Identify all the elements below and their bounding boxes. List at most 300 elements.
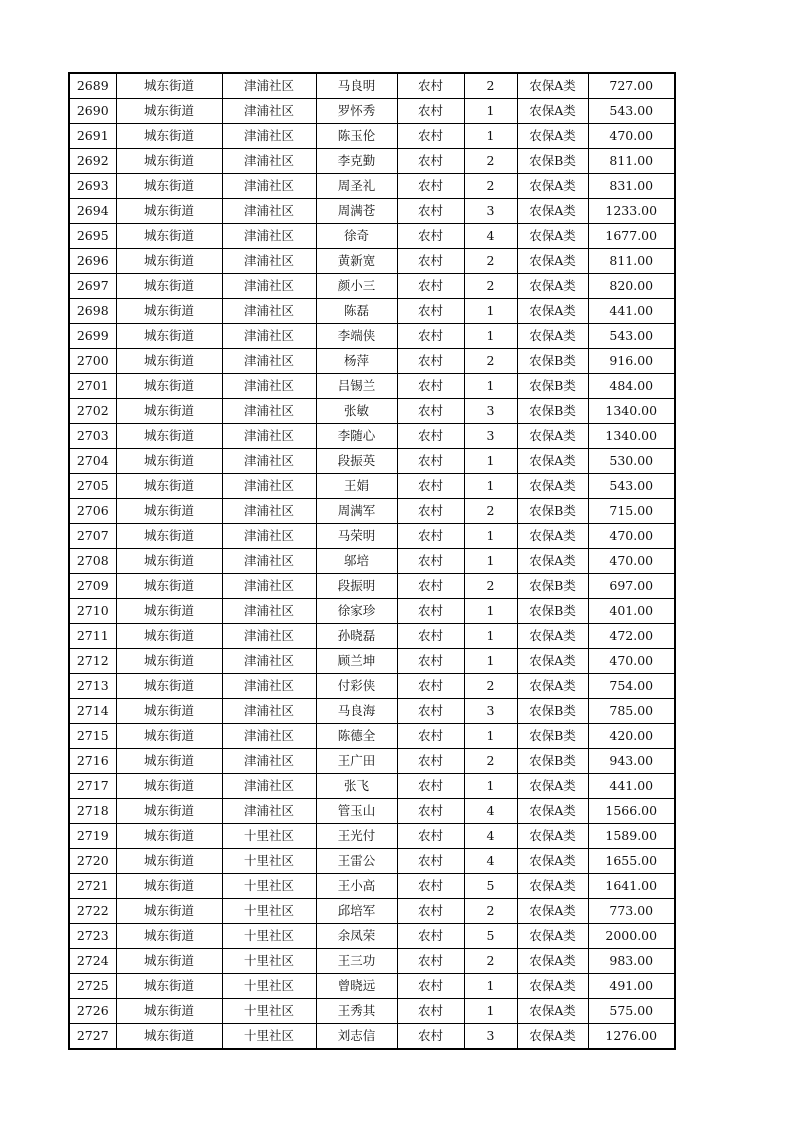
street-cell: 城东街道 bbox=[116, 599, 222, 624]
amount-cell: 491.00 bbox=[588, 974, 675, 999]
street-cell: 城东街道 bbox=[116, 349, 222, 374]
insurance-category-cell: 农保A类 bbox=[517, 924, 588, 949]
street-cell: 城东街道 bbox=[116, 924, 222, 949]
household-type-cell: 农村 bbox=[397, 424, 464, 449]
people-count-cell: 2 bbox=[464, 574, 517, 599]
street-cell: 城东街道 bbox=[116, 474, 222, 499]
table-row bbox=[69, 624, 675, 649]
name-cell: 王小高 bbox=[316, 874, 397, 899]
table-row bbox=[69, 299, 675, 324]
household-type-cell: 农村 bbox=[397, 749, 464, 774]
people-count-cell: 3 bbox=[464, 424, 517, 449]
community-cell: 津浦社区 bbox=[222, 399, 316, 424]
table-row bbox=[69, 874, 675, 899]
community-cell: 津浦社区 bbox=[222, 224, 316, 249]
people-count-cell: 3 bbox=[464, 1024, 517, 1050]
amount-cell: 420.00 bbox=[588, 724, 675, 749]
amount-cell: 1566.00 bbox=[588, 799, 675, 824]
street-cell: 城东街道 bbox=[116, 1024, 222, 1050]
community-cell: 津浦社区 bbox=[222, 449, 316, 474]
people-count-cell: 2 bbox=[464, 949, 517, 974]
serial-number-cell: 2693 bbox=[69, 174, 116, 199]
amount-cell: 401.00 bbox=[588, 599, 675, 624]
serial-number-cell: 2715 bbox=[69, 724, 116, 749]
serial-number-cell: 2691 bbox=[69, 124, 116, 149]
household-type-cell: 农村 bbox=[397, 73, 464, 99]
household-type-cell: 农村 bbox=[397, 624, 464, 649]
serial-number-cell: 2699 bbox=[69, 324, 116, 349]
table-row bbox=[69, 399, 675, 424]
community-cell: 津浦社区 bbox=[222, 124, 316, 149]
household-type-cell: 农村 bbox=[397, 824, 464, 849]
table-row bbox=[69, 699, 675, 724]
street-cell: 城东街道 bbox=[116, 524, 222, 549]
community-cell: 津浦社区 bbox=[222, 774, 316, 799]
household-type-cell: 农村 bbox=[397, 199, 464, 224]
street-cell: 城东街道 bbox=[116, 799, 222, 824]
street-cell: 城东街道 bbox=[116, 874, 222, 899]
people-count-cell: 1 bbox=[464, 974, 517, 999]
community-cell: 十里社区 bbox=[222, 824, 316, 849]
street-cell: 城东街道 bbox=[116, 499, 222, 524]
insurance-category-cell: 农保A类 bbox=[517, 774, 588, 799]
amount-cell: 2000.00 bbox=[588, 924, 675, 949]
household-type-cell: 农村 bbox=[397, 349, 464, 374]
household-type-cell: 农村 bbox=[397, 974, 464, 999]
insurance-category-cell: 农保A类 bbox=[517, 449, 588, 474]
serial-number-cell: 2703 bbox=[69, 424, 116, 449]
people-count-cell: 4 bbox=[464, 849, 517, 874]
table-row bbox=[69, 774, 675, 799]
name-cell: 杨萍 bbox=[316, 349, 397, 374]
table-row bbox=[69, 499, 675, 524]
street-cell: 城东街道 bbox=[116, 649, 222, 674]
people-count-cell: 2 bbox=[464, 174, 517, 199]
table-row bbox=[69, 574, 675, 599]
amount-cell: 1589.00 bbox=[588, 824, 675, 849]
amount-cell: 1677.00 bbox=[588, 224, 675, 249]
street-cell: 城东街道 bbox=[116, 549, 222, 574]
community-cell: 津浦社区 bbox=[222, 599, 316, 624]
insurance-category-cell: 农保B类 bbox=[517, 149, 588, 174]
street-cell: 城东街道 bbox=[116, 624, 222, 649]
people-count-cell: 2 bbox=[464, 73, 517, 99]
household-type-cell: 农村 bbox=[397, 174, 464, 199]
people-count-cell: 1 bbox=[464, 374, 517, 399]
table-row bbox=[69, 249, 675, 274]
people-count-cell: 1 bbox=[464, 624, 517, 649]
amount-cell: 1340.00 bbox=[588, 399, 675, 424]
name-cell: 王光付 bbox=[316, 824, 397, 849]
street-cell: 城东街道 bbox=[116, 774, 222, 799]
amount-cell: 484.00 bbox=[588, 374, 675, 399]
serial-number-cell: 2706 bbox=[69, 499, 116, 524]
name-cell: 王雷公 bbox=[316, 849, 397, 874]
serial-number-cell: 2710 bbox=[69, 599, 116, 624]
name-cell: 余凤荣 bbox=[316, 924, 397, 949]
serial-number-cell: 2718 bbox=[69, 799, 116, 824]
household-type-cell: 农村 bbox=[397, 574, 464, 599]
people-count-cell: 3 bbox=[464, 399, 517, 424]
amount-cell: 470.00 bbox=[588, 124, 675, 149]
amount-cell: 1340.00 bbox=[588, 424, 675, 449]
serial-number-cell: 2689 bbox=[69, 73, 116, 99]
name-cell: 李克勤 bbox=[316, 149, 397, 174]
people-count-cell: 5 bbox=[464, 924, 517, 949]
serial-number-cell: 2707 bbox=[69, 524, 116, 549]
insurance-category-cell: 农保A类 bbox=[517, 1024, 588, 1050]
name-cell: 张敏 bbox=[316, 399, 397, 424]
community-cell: 津浦社区 bbox=[222, 749, 316, 774]
serial-number-cell: 2711 bbox=[69, 624, 116, 649]
people-count-cell: 1 bbox=[464, 649, 517, 674]
amount-cell: 543.00 bbox=[588, 324, 675, 349]
community-cell: 十里社区 bbox=[222, 849, 316, 874]
people-count-cell: 2 bbox=[464, 149, 517, 174]
insurance-category-cell: 农保A类 bbox=[517, 99, 588, 124]
name-cell: 顾兰坤 bbox=[316, 649, 397, 674]
people-count-cell: 1 bbox=[464, 549, 517, 574]
street-cell: 城东街道 bbox=[116, 899, 222, 924]
insurance-category-cell: 农保B类 bbox=[517, 374, 588, 399]
serial-number-cell: 2713 bbox=[69, 674, 116, 699]
people-count-cell: 1 bbox=[464, 299, 517, 324]
name-cell: 陈德全 bbox=[316, 724, 397, 749]
street-cell: 城东街道 bbox=[116, 99, 222, 124]
table-row bbox=[69, 199, 675, 224]
street-cell: 城东街道 bbox=[116, 299, 222, 324]
community-cell: 津浦社区 bbox=[222, 199, 316, 224]
table-row bbox=[69, 824, 675, 849]
table-row bbox=[69, 749, 675, 774]
table-row bbox=[69, 324, 675, 349]
community-cell: 津浦社区 bbox=[222, 249, 316, 274]
community-cell: 津浦社区 bbox=[222, 799, 316, 824]
street-cell: 城东街道 bbox=[116, 73, 222, 99]
community-cell: 十里社区 bbox=[222, 999, 316, 1024]
table-row bbox=[69, 899, 675, 924]
community-cell: 津浦社区 bbox=[222, 724, 316, 749]
amount-cell: 441.00 bbox=[588, 299, 675, 324]
name-cell: 马荣明 bbox=[316, 524, 397, 549]
street-cell: 城东街道 bbox=[116, 124, 222, 149]
serial-number-cell: 2720 bbox=[69, 849, 116, 874]
amount-cell: 983.00 bbox=[588, 949, 675, 974]
serial-number-cell: 2721 bbox=[69, 874, 116, 899]
name-cell: 徐奇 bbox=[316, 224, 397, 249]
insurance-category-cell: 农保A类 bbox=[517, 424, 588, 449]
household-type-cell: 农村 bbox=[397, 474, 464, 499]
people-count-cell: 2 bbox=[464, 274, 517, 299]
people-count-cell: 2 bbox=[464, 899, 517, 924]
people-count-cell: 1 bbox=[464, 724, 517, 749]
name-cell: 黄新宽 bbox=[316, 249, 397, 274]
insurance-category-cell: 农保A类 bbox=[517, 649, 588, 674]
insurance-category-cell: 农保A类 bbox=[517, 824, 588, 849]
serial-number-cell: 2700 bbox=[69, 349, 116, 374]
amount-cell: 727.00 bbox=[588, 73, 675, 99]
table-row bbox=[69, 949, 675, 974]
insurance-category-cell: 农保A类 bbox=[517, 949, 588, 974]
household-type-cell: 农村 bbox=[397, 649, 464, 674]
serial-number-cell: 2694 bbox=[69, 199, 116, 224]
household-type-cell: 农村 bbox=[397, 1024, 464, 1050]
community-cell: 津浦社区 bbox=[222, 474, 316, 499]
amount-cell: 472.00 bbox=[588, 624, 675, 649]
insurance-category-cell: 农保A类 bbox=[517, 274, 588, 299]
people-count-cell: 1 bbox=[464, 774, 517, 799]
household-type-cell: 农村 bbox=[397, 299, 464, 324]
serial-number-cell: 2702 bbox=[69, 399, 116, 424]
household-type-cell: 农村 bbox=[397, 549, 464, 574]
community-cell: 津浦社区 bbox=[222, 99, 316, 124]
community-cell: 津浦社区 bbox=[222, 699, 316, 724]
people-count-cell: 1 bbox=[464, 524, 517, 549]
beneficiary-table bbox=[68, 72, 676, 1050]
street-cell: 城东街道 bbox=[116, 249, 222, 274]
household-type-cell: 农村 bbox=[397, 224, 464, 249]
table-row bbox=[69, 649, 675, 674]
serial-number-cell: 2723 bbox=[69, 924, 116, 949]
insurance-category-cell: 农保A类 bbox=[517, 674, 588, 699]
name-cell: 周满军 bbox=[316, 499, 397, 524]
household-type-cell: 农村 bbox=[397, 524, 464, 549]
street-cell: 城东街道 bbox=[116, 324, 222, 349]
people-count-cell: 2 bbox=[464, 499, 517, 524]
people-count-cell: 1 bbox=[464, 999, 517, 1024]
amount-cell: 1641.00 bbox=[588, 874, 675, 899]
community-cell: 十里社区 bbox=[222, 974, 316, 999]
insurance-category-cell: 农保B类 bbox=[517, 724, 588, 749]
household-type-cell: 农村 bbox=[397, 724, 464, 749]
name-cell: 周圣礼 bbox=[316, 174, 397, 199]
table-row bbox=[69, 73, 675, 99]
household-type-cell: 农村 bbox=[397, 324, 464, 349]
serial-number-cell: 2704 bbox=[69, 449, 116, 474]
street-cell: 城东街道 bbox=[116, 974, 222, 999]
household-type-cell: 农村 bbox=[397, 699, 464, 724]
street-cell: 城东街道 bbox=[116, 399, 222, 424]
people-count-cell: 4 bbox=[464, 224, 517, 249]
serial-number-cell: 2716 bbox=[69, 749, 116, 774]
name-cell: 李端侠 bbox=[316, 324, 397, 349]
people-count-cell: 1 bbox=[464, 474, 517, 499]
insurance-category-cell: 农保A类 bbox=[517, 849, 588, 874]
table-row bbox=[69, 449, 675, 474]
street-cell: 城东街道 bbox=[116, 224, 222, 249]
table-row bbox=[69, 849, 675, 874]
insurance-category-cell: 农保A类 bbox=[517, 899, 588, 924]
serial-number-cell: 2714 bbox=[69, 699, 116, 724]
people-count-cell: 5 bbox=[464, 874, 517, 899]
name-cell: 曾晓远 bbox=[316, 974, 397, 999]
street-cell: 城东街道 bbox=[116, 199, 222, 224]
insurance-category-cell: 农保A类 bbox=[517, 974, 588, 999]
household-type-cell: 农村 bbox=[397, 874, 464, 899]
serial-number-cell: 2695 bbox=[69, 224, 116, 249]
table-row bbox=[69, 999, 675, 1024]
household-type-cell: 农村 bbox=[397, 924, 464, 949]
insurance-category-cell: 农保A类 bbox=[517, 474, 588, 499]
name-cell: 管玉山 bbox=[316, 799, 397, 824]
community-cell: 十里社区 bbox=[222, 874, 316, 899]
household-type-cell: 农村 bbox=[397, 774, 464, 799]
community-cell: 津浦社区 bbox=[222, 324, 316, 349]
household-type-cell: 农村 bbox=[397, 249, 464, 274]
serial-number-cell: 2701 bbox=[69, 374, 116, 399]
community-cell: 津浦社区 bbox=[222, 374, 316, 399]
table-row bbox=[69, 474, 675, 499]
table-row bbox=[69, 974, 675, 999]
insurance-category-cell: 农保B类 bbox=[517, 599, 588, 624]
serial-number-cell: 2712 bbox=[69, 649, 116, 674]
people-count-cell: 1 bbox=[464, 599, 517, 624]
name-cell: 王娟 bbox=[316, 474, 397, 499]
name-cell: 陈玉伦 bbox=[316, 124, 397, 149]
serial-number-cell: 2727 bbox=[69, 1024, 116, 1050]
community-cell: 津浦社区 bbox=[222, 624, 316, 649]
people-count-cell: 2 bbox=[464, 749, 517, 774]
name-cell: 吕锡兰 bbox=[316, 374, 397, 399]
serial-number-cell: 2722 bbox=[69, 899, 116, 924]
amount-cell: 943.00 bbox=[588, 749, 675, 774]
table-row bbox=[69, 424, 675, 449]
people-count-cell: 1 bbox=[464, 124, 517, 149]
people-count-cell: 2 bbox=[464, 249, 517, 274]
street-cell: 城东街道 bbox=[116, 374, 222, 399]
household-type-cell: 农村 bbox=[397, 99, 464, 124]
serial-number-cell: 2717 bbox=[69, 774, 116, 799]
amount-cell: 697.00 bbox=[588, 574, 675, 599]
people-count-cell: 1 bbox=[464, 449, 517, 474]
name-cell: 王广田 bbox=[316, 749, 397, 774]
table-row bbox=[69, 924, 675, 949]
name-cell: 徐家珍 bbox=[316, 599, 397, 624]
serial-number-cell: 2697 bbox=[69, 274, 116, 299]
table-row bbox=[69, 124, 675, 149]
amount-cell: 441.00 bbox=[588, 774, 675, 799]
insurance-category-cell: 农保A类 bbox=[517, 224, 588, 249]
serial-number-cell: 2708 bbox=[69, 549, 116, 574]
name-cell: 马良海 bbox=[316, 699, 397, 724]
community-cell: 十里社区 bbox=[222, 899, 316, 924]
people-count-cell: 1 bbox=[464, 99, 517, 124]
household-type-cell: 农村 bbox=[397, 399, 464, 424]
name-cell: 罗怀秀 bbox=[316, 99, 397, 124]
community-cell: 津浦社区 bbox=[222, 424, 316, 449]
table-row bbox=[69, 524, 675, 549]
name-cell: 张飞 bbox=[316, 774, 397, 799]
household-type-cell: 农村 bbox=[397, 374, 464, 399]
name-cell: 邬培 bbox=[316, 549, 397, 574]
street-cell: 城东街道 bbox=[116, 449, 222, 474]
table-row bbox=[69, 149, 675, 174]
amount-cell: 820.00 bbox=[588, 274, 675, 299]
amount-cell: 916.00 bbox=[588, 349, 675, 374]
insurance-category-cell: 农保B类 bbox=[517, 399, 588, 424]
serial-number-cell: 2692 bbox=[69, 149, 116, 174]
street-cell: 城东街道 bbox=[116, 174, 222, 199]
insurance-category-cell: 农保B类 bbox=[517, 349, 588, 374]
community-cell: 津浦社区 bbox=[222, 174, 316, 199]
insurance-category-cell: 农保A类 bbox=[517, 799, 588, 824]
street-cell: 城东街道 bbox=[116, 999, 222, 1024]
community-cell: 津浦社区 bbox=[222, 649, 316, 674]
name-cell: 段振英 bbox=[316, 449, 397, 474]
people-count-cell: 1 bbox=[464, 324, 517, 349]
insurance-category-cell: 农保A类 bbox=[517, 249, 588, 274]
community-cell: 十里社区 bbox=[222, 949, 316, 974]
amount-cell: 530.00 bbox=[588, 449, 675, 474]
amount-cell: 543.00 bbox=[588, 99, 675, 124]
community-cell: 津浦社区 bbox=[222, 299, 316, 324]
table-row bbox=[69, 799, 675, 824]
table-row bbox=[69, 674, 675, 699]
insurance-category-cell: 农保A类 bbox=[517, 199, 588, 224]
amount-cell: 470.00 bbox=[588, 549, 675, 574]
household-type-cell: 农村 bbox=[397, 599, 464, 624]
table-row bbox=[69, 174, 675, 199]
people-count-cell: 4 bbox=[464, 799, 517, 824]
household-type-cell: 农村 bbox=[397, 949, 464, 974]
insurance-category-cell: 农保B类 bbox=[517, 749, 588, 774]
serial-number-cell: 2719 bbox=[69, 824, 116, 849]
household-type-cell: 农村 bbox=[397, 499, 464, 524]
name-cell: 邱培军 bbox=[316, 899, 397, 924]
table-body bbox=[69, 73, 675, 1049]
table-row bbox=[69, 99, 675, 124]
table-row bbox=[69, 599, 675, 624]
serial-number-cell: 2705 bbox=[69, 474, 116, 499]
table-row bbox=[69, 274, 675, 299]
community-cell: 十里社区 bbox=[222, 924, 316, 949]
serial-number-cell: 2698 bbox=[69, 299, 116, 324]
name-cell: 李随心 bbox=[316, 424, 397, 449]
serial-number-cell: 2709 bbox=[69, 574, 116, 599]
amount-cell: 754.00 bbox=[588, 674, 675, 699]
insurance-category-cell: 农保A类 bbox=[517, 624, 588, 649]
street-cell: 城东街道 bbox=[116, 674, 222, 699]
serial-number-cell: 2690 bbox=[69, 99, 116, 124]
amount-cell: 1233.00 bbox=[588, 199, 675, 224]
amount-cell: 470.00 bbox=[588, 649, 675, 674]
household-type-cell: 农村 bbox=[397, 899, 464, 924]
serial-number-cell: 2696 bbox=[69, 249, 116, 274]
insurance-category-cell: 农保A类 bbox=[517, 999, 588, 1024]
name-cell: 付彩侠 bbox=[316, 674, 397, 699]
amount-cell: 1276.00 bbox=[588, 1024, 675, 1050]
amount-cell: 831.00 bbox=[588, 174, 675, 199]
street-cell: 城东街道 bbox=[116, 824, 222, 849]
household-type-cell: 农村 bbox=[397, 999, 464, 1024]
insurance-category-cell: 农保A类 bbox=[517, 124, 588, 149]
insurance-category-cell: 农保A类 bbox=[517, 874, 588, 899]
household-type-cell: 农村 bbox=[397, 124, 464, 149]
name-cell: 颜小三 bbox=[316, 274, 397, 299]
people-count-cell: 3 bbox=[464, 199, 517, 224]
community-cell: 津浦社区 bbox=[222, 674, 316, 699]
people-count-cell: 3 bbox=[464, 699, 517, 724]
insurance-category-cell: 农保A类 bbox=[517, 299, 588, 324]
community-cell: 津浦社区 bbox=[222, 149, 316, 174]
street-cell: 城东街道 bbox=[116, 274, 222, 299]
amount-cell: 811.00 bbox=[588, 249, 675, 274]
street-cell: 城东街道 bbox=[116, 699, 222, 724]
household-type-cell: 农村 bbox=[397, 674, 464, 699]
people-count-cell: 2 bbox=[464, 674, 517, 699]
amount-cell: 785.00 bbox=[588, 699, 675, 724]
household-type-cell: 农村 bbox=[397, 449, 464, 474]
